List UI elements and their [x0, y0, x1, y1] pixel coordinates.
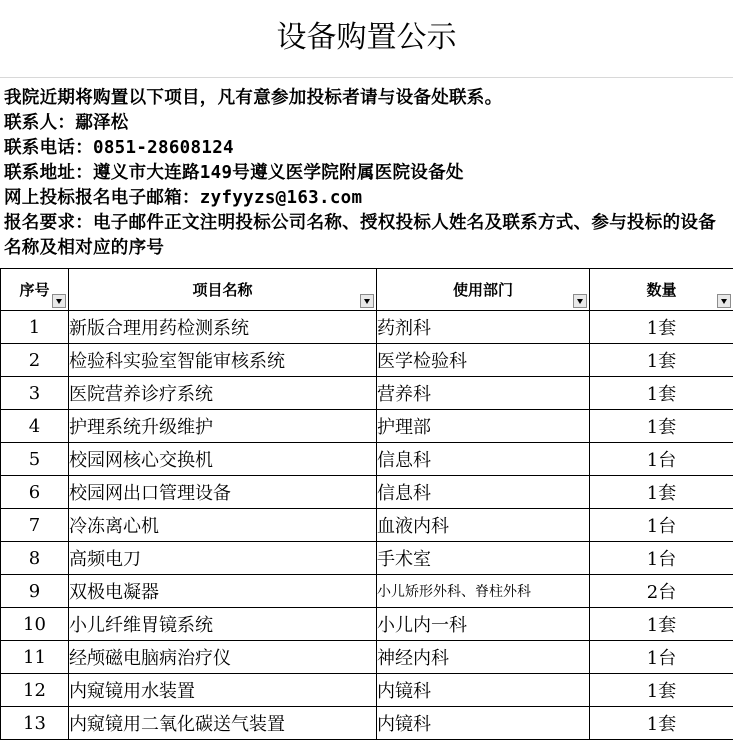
cell-quantity: 1套	[590, 344, 733, 377]
header-label: 使用部门	[452, 281, 513, 299]
dropdown-filter-icon[interactable]	[717, 294, 731, 308]
cell-no: 8	[1, 542, 69, 575]
cell-item-name: 新版合理用药检测系统	[69, 311, 377, 344]
table-row	[1, 476, 733, 509]
cell-no: 11	[1, 641, 69, 674]
table-row	[1, 608, 733, 641]
cell-department: 小儿内一科	[377, 608, 590, 641]
header-department	[377, 269, 590, 311]
table-row	[1, 377, 733, 410]
cell-department: 信息科	[377, 443, 590, 476]
cell-quantity: 1套	[590, 377, 733, 410]
cell-department: 血液内科	[377, 509, 590, 542]
dropdown-filter-icon[interactable]	[52, 294, 66, 308]
cell-no: 12	[1, 674, 69, 707]
cell-quantity: 1套	[590, 608, 733, 641]
cell-no: 1	[1, 311, 69, 344]
cell-department: 神经内科	[377, 641, 590, 674]
table-row	[1, 542, 733, 575]
header-quantity	[590, 269, 733, 311]
header-item-name	[69, 269, 377, 311]
cell-item-name: 内窥镜用水装置	[69, 674, 377, 707]
title-row	[0, 0, 733, 78]
cell-item-name: 冷冻离心机	[69, 509, 377, 542]
cell-quantity: 1台	[590, 641, 733, 674]
cell-department: 手术室	[377, 542, 590, 575]
cell-item-name: 校园网核心交换机	[69, 443, 377, 476]
cell-department: 内镜科	[377, 707, 590, 740]
table-row	[1, 344, 733, 377]
page-title: 设备购置公示	[276, 20, 457, 55]
contact-address: 联系地址：遵义市大连路149号遵义医学院附属医院设备处	[4, 163, 464, 183]
dropdown-filter-icon[interactable]	[360, 294, 374, 308]
dropdown-filter-icon[interactable]	[573, 294, 587, 308]
table-row	[1, 410, 733, 443]
cell-quantity: 1套	[590, 410, 733, 443]
requirement-line: 报名要求：电子邮件正文注明投标公司名称、授权投标人姓名及联系方式、参与投标的设备名称及相对应的序号	[4, 213, 716, 258]
cell-item-name: 护理系统升级维护	[69, 410, 377, 443]
cell-department: 医学检验科	[377, 344, 590, 377]
header-no	[1, 269, 69, 311]
cell-item-name: 内窥镜用二氧化碳送气装置	[69, 707, 377, 740]
cell-department: 护理部	[377, 410, 590, 443]
cell-quantity: 1台	[590, 509, 733, 542]
cell-no: 2	[1, 344, 69, 377]
cell-quantity: 1台	[590, 443, 733, 476]
cell-quantity: 1套	[590, 476, 733, 509]
cell-quantity: 1台	[590, 542, 733, 575]
cell-item-name: 校园网出口管理设备	[69, 476, 377, 509]
cell-no: 9	[1, 575, 69, 608]
cell-department: 药剂科	[377, 311, 590, 344]
cell-department: 小儿矫形外科、脊柱外科	[377, 575, 590, 608]
email-line: 网上投标报名电子邮箱：zyfyyzs@163.com	[4, 188, 363, 208]
cell-item-name: 双极电凝器	[69, 575, 377, 608]
cell-item-name: 医院营养诊疗系统	[69, 377, 377, 410]
cell-item-name: 小儿纤维胃镜系统	[69, 608, 377, 641]
table-row	[1, 641, 733, 674]
cell-no: 5	[1, 443, 69, 476]
table-row	[1, 443, 733, 476]
cell-department: 信息科	[377, 476, 590, 509]
header-row	[1, 269, 733, 311]
cell-no: 4	[1, 410, 69, 443]
cell-quantity: 1套	[590, 311, 733, 344]
notice-intro: 我院近期将购置以下项目，凡有意参加投标者请与设备处联系。	[4, 88, 503, 108]
table-row	[1, 674, 733, 707]
header-label: 项目名称	[192, 281, 253, 299]
table-row	[1, 575, 733, 608]
table-row	[1, 509, 733, 542]
cell-department: 营养科	[377, 377, 590, 410]
cell-no: 6	[1, 476, 69, 509]
header-label: 数量	[646, 281, 677, 299]
header-label: 序号	[19, 281, 50, 299]
table-row	[1, 707, 733, 740]
cell-quantity: 1套	[590, 674, 733, 707]
cell-item-name: 经颅磁电脑病治疗仪	[69, 641, 377, 674]
contact-phone: 联系电话：0851-28608124	[4, 138, 234, 158]
cell-department: 内镜科	[377, 674, 590, 707]
cell-no: 10	[1, 608, 69, 641]
cell-no: 13	[1, 707, 69, 740]
cell-no: 7	[1, 509, 69, 542]
cell-no: 3	[1, 377, 69, 410]
table-row	[1, 311, 733, 344]
cell-item-name: 高频电刀	[69, 542, 377, 575]
procurement-table	[0, 268, 733, 740]
cell-quantity: 1套	[590, 707, 733, 740]
notice-block	[4, 86, 730, 261]
cell-quantity: 2台	[590, 575, 733, 608]
contact-person: 联系人：鄢泽松	[4, 113, 129, 133]
cell-item-name: 检验科实验室智能审核系统	[69, 344, 377, 377]
